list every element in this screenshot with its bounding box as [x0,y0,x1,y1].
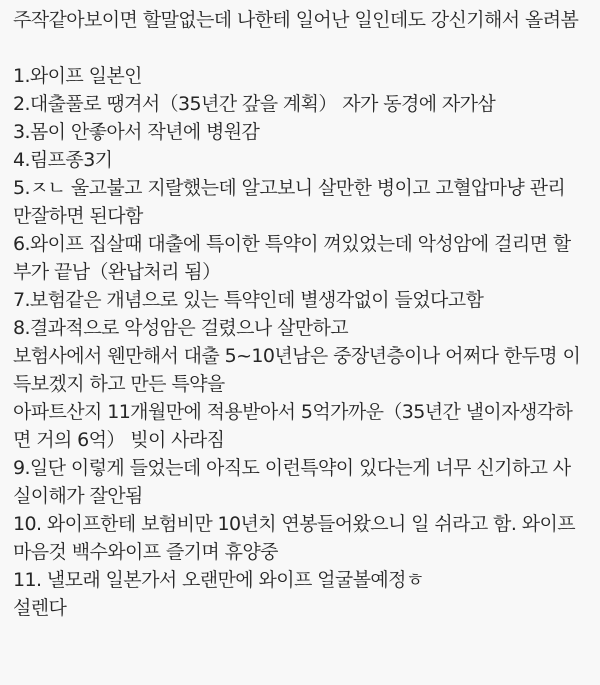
post-line: 5.ㅈㄴ 울고불고 지랄했는데 알고보니 살만한 병이고 고혈압마냥 관리 [13,177,566,199]
post-intro: 주작같아보이면 할말없는데 나한테 일어난 일인데도 강신기해서 올려봄 [13,9,579,31]
post-line: 면 거의 6억） 빚이 사라짐 [13,429,225,451]
blank-line [13,34,588,62]
post-line: 3.몸이 안좋아서 작년에 병원감 [13,121,260,143]
post-line: 10. 와이프한테 보험비만 10년치 연봉들어왔으니 일 쉬라고 함. 와이프 [13,513,575,535]
post-line: 만잘하면 된다함 [13,205,143,227]
post-line: 실이해가 잘안됨 [13,485,143,507]
post-line: 2.대출풀로 땡겨서（35년간 갚을 계획） 자가 동경에 자가삼 [13,93,496,115]
post-line: 설렌다 [13,597,67,619]
post-line: 보험사에서 웬만해서 대출 5~10년남은 중장년층이나 어쩌다 한두명 이 [13,345,581,367]
post-line: 1.와이프 일본인 [13,65,142,87]
post-line: 마음것 백수와이프 즐기며 휴양중 [13,541,278,563]
post-line: 6.와이프 집살때 대출에 특이한 특약이 껴있었는데 악성암에 걸리면 할 [13,233,571,255]
post-line: 부가 끝남（완납처리 됨） [13,261,221,283]
post-line: 득보겠지 하고 만든 특약을 [13,373,225,395]
post-line: 4.림프종3기 [13,149,113,171]
post-line: 9.일단 이렇게 들었는데 아직도 이런특약이 있다는게 너무 신기하고 사 [13,457,571,479]
post-line: 8.결과적으로 악성암은 걸렸으나 살만하고 [13,317,349,339]
post-line: 11. 낼모래 일본가서 오랜만에 와이프 얼굴볼예정ㅎ [13,569,424,591]
post-line: 아파트산지 11개월만에 적용받아서 5억가까운（35년간 낼이자생각하 [13,401,573,423]
post-line: 7.보험같은 개념으로 있는 특약인데 별생각없이 들었다고함 [13,289,484,311]
